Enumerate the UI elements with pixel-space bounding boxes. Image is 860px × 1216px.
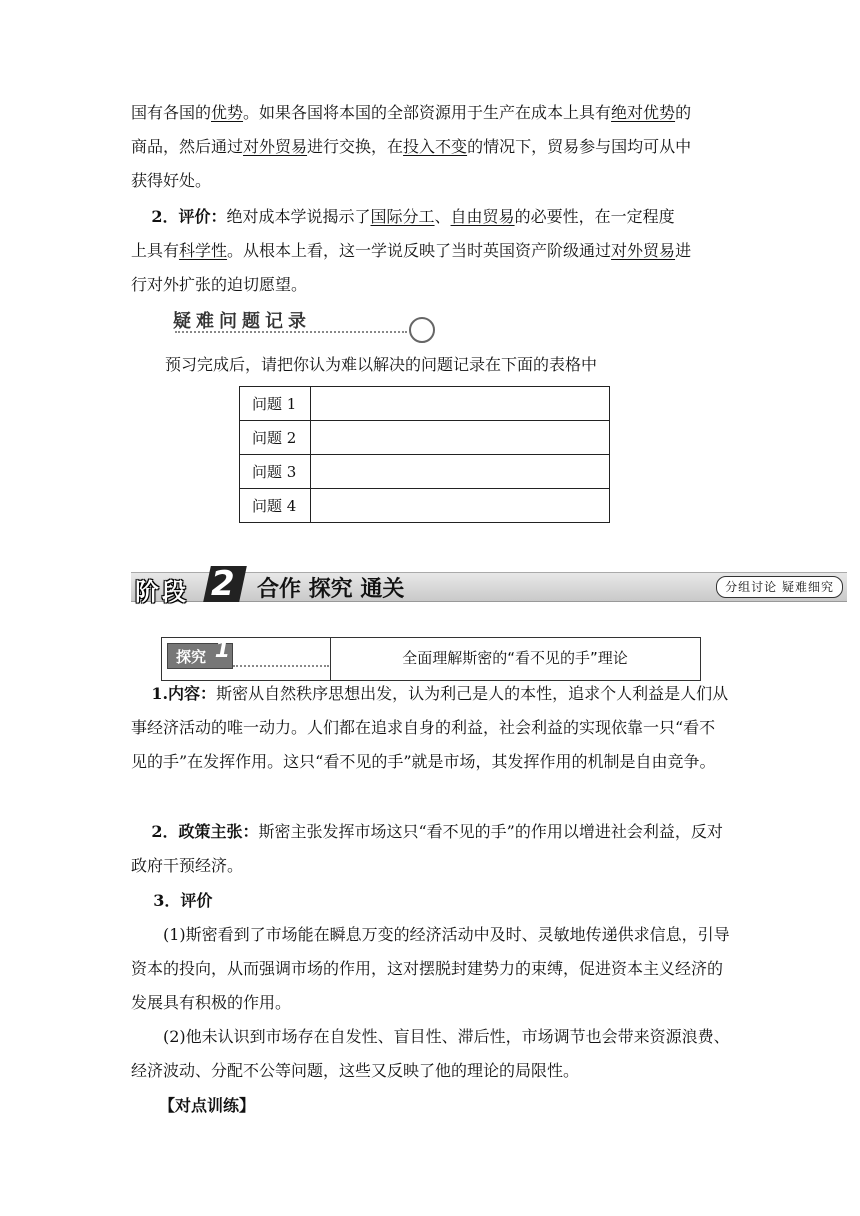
- underlined-term: 自由贸易: [450, 207, 515, 226]
- text: 斯密主张发挥市场这只“看不见的手”的作用以增进社会利益，反对政府干预经济。: [131, 822, 723, 875]
- evaluation-heading: [131, 884, 731, 918]
- table-row: [240, 421, 610, 455]
- underlined-term: 国际分工: [370, 207, 435, 226]
- item-label: ．评价：: [162, 207, 227, 226]
- answer-cell[interactable]: [311, 387, 610, 421]
- text: 行对外扩张的迫切愿望。: [131, 275, 308, 294]
- paragraph-trade-advantage: [131, 96, 731, 198]
- text: 绝对成本学说揭示了: [226, 207, 371, 226]
- text: 。从根本上看，这一学说反映了当时英国资产阶级通过: [227, 241, 612, 260]
- underlined-term: 优势: [211, 103, 244, 122]
- explore-title: 全面理解斯密的“看不见的手”理论: [402, 649, 628, 667]
- text: 商品，然后通过: [131, 137, 244, 156]
- explore-box: [161, 637, 701, 681]
- underlined-term: 对外贸易: [611, 241, 676, 260]
- question-label: 问题 3: [240, 455, 311, 489]
- stage-banner: [131, 566, 847, 604]
- badge-number: 1: [214, 638, 230, 663]
- dotted-line: [233, 665, 329, 667]
- item-number: 2: [151, 207, 163, 226]
- stage-number: 2: [211, 564, 235, 604]
- table-row: [240, 489, 610, 523]
- item-label: 3．评价: [153, 891, 213, 910]
- question-table: [239, 386, 610, 523]
- underlined-term: 科学性: [179, 241, 228, 260]
- answer-cell[interactable]: [311, 455, 610, 489]
- dotted-line: [175, 331, 407, 333]
- stage-word: 阶段: [135, 578, 189, 606]
- content-paragraph: [131, 677, 731, 779]
- answer-cell[interactable]: [311, 489, 610, 523]
- text: 获得好处。: [131, 171, 212, 190]
- underlined-term: 投入不变: [403, 137, 468, 156]
- question-label: 问题 1: [240, 387, 311, 421]
- text: 上具有: [131, 241, 180, 260]
- evaluation-point-1: (1)斯密看到了市场能在瞬息万变的经济活动中及时、灵敏地传递供求信息，引导资本的投向，从而强调市场的作用，这对摆脱封建势力的束缚，促进资本主义经济的发展具有积极的作用。: [131, 925, 730, 1012]
- text: 。如果各国将本国的全部资源用于生产在成本上具有: [243, 103, 612, 122]
- circle-icon: [409, 317, 435, 343]
- item-label: 1.内容：: [151, 684, 217, 703]
- table-row: [240, 455, 610, 489]
- text: 进行交换，在: [307, 137, 404, 156]
- text: 的: [675, 103, 692, 122]
- text: 进: [675, 241, 692, 260]
- underlined-term: 绝对优势: [611, 103, 676, 122]
- underlined-term: 对外贸易: [243, 137, 308, 156]
- text: 国有各国的: [131, 103, 212, 122]
- text: 的情况下，贸易参与国均可从中: [467, 137, 692, 156]
- explore-badge: [167, 638, 233, 669]
- stage-tag: 分组讨论 疑难细究: [716, 576, 843, 598]
- badge-label: 探究: [176, 648, 207, 666]
- question-label: 问题 2: [240, 421, 311, 455]
- table-row: [240, 387, 610, 421]
- training-heading: 【对点训练】: [159, 1096, 256, 1115]
- policy-paragraph: [131, 815, 731, 883]
- answer-cell[interactable]: [311, 421, 610, 455]
- question-intro: 预习完成后，请把你认为难以解决的问题记录在下面的表格中: [165, 355, 598, 374]
- text: 斯密从自然秩序思想出发，认为利己是人的本性，追求个人利益是人们从事经济活动的唯一动力。人们都在追求自身的利益，社会利益的实现依靠一只“看不见的手”在发挥作用。这只“看不见的手”就是市场，其发挥作用的机制是自由竞争。: [131, 684, 729, 771]
- item-label: 2．政策主张：: [151, 822, 259, 841]
- stage-name: 合作 探究 通关: [257, 576, 405, 602]
- text: 的必要性，在一定程度: [514, 207, 675, 226]
- text: 、: [434, 207, 451, 226]
- paragraph-evaluation: [131, 200, 731, 302]
- question-record-heading: [173, 305, 443, 343]
- question-label: 问题 4: [240, 489, 311, 523]
- section-title: 疑难问题记录: [173, 311, 311, 332]
- evaluation-point-2: (2)他未认识到市场存在自发性、盲目性、滞后性，市场调节也会带来资源浪费、经济波动、分配不公等问题，这些又反映了他的理论的局限性。: [131, 1027, 730, 1080]
